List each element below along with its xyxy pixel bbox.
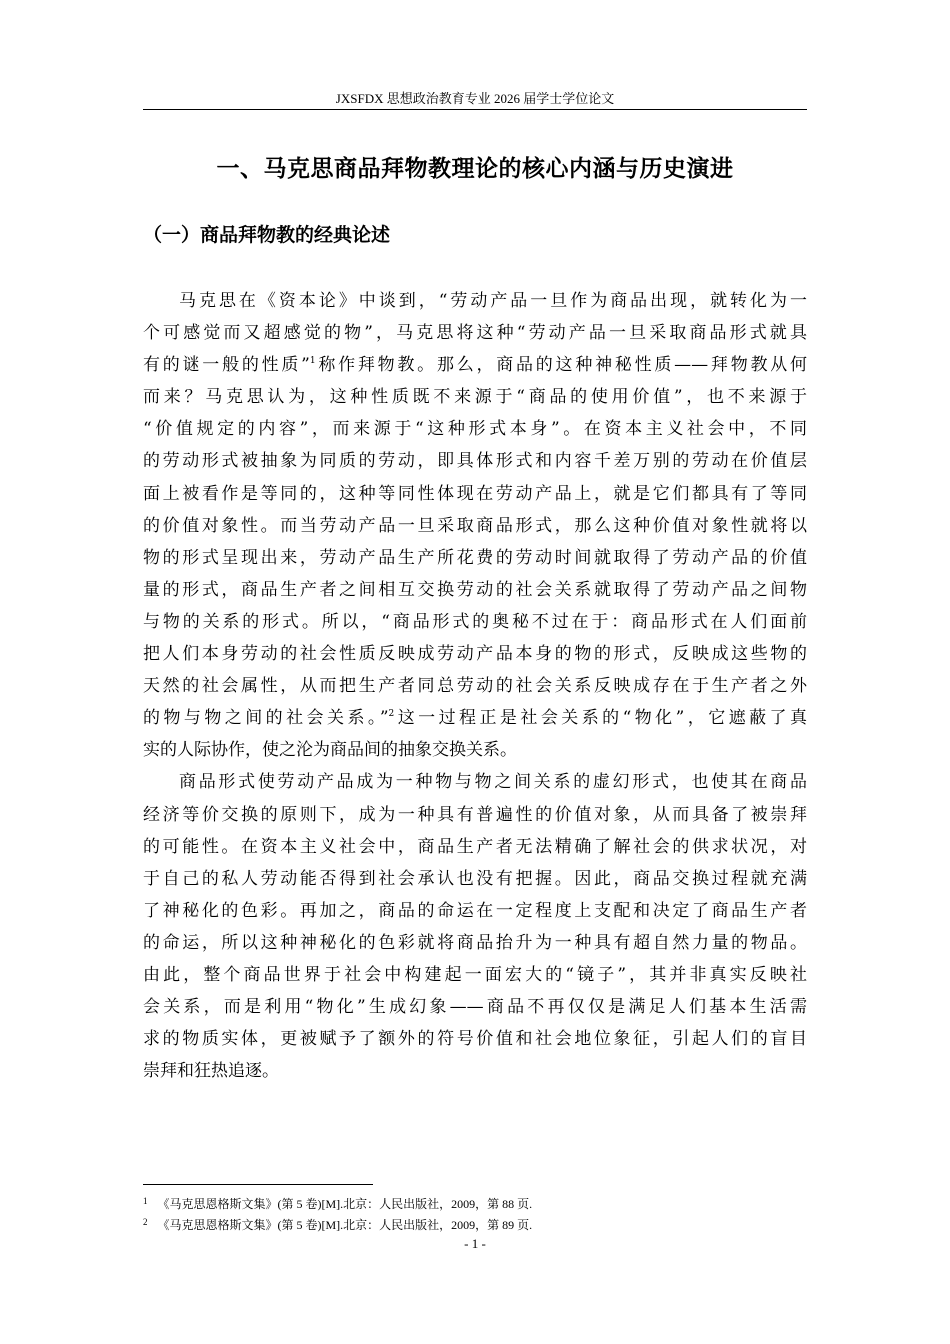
footnote-2 — [143, 1212, 532, 1233]
body-text — [143, 285, 807, 1087]
text-line: 与物的关系的形式。所以，“商品形式的奥秘不过在于：商品形式在人们面前 — [143, 611, 807, 632]
footnote-mark: 2 — [143, 1217, 148, 1227]
text-line: 商品形式使劳动产品成为一种物与物之间关系的虚幻形式，也使其在商品 — [179, 772, 807, 793]
text-line: 的命运，所以这种神秘化的色彩就将商品抬升为一种具有超自然力量的物品。 — [143, 932, 807, 953]
text-line: 于自己的私人劳动能否得到社会承认也没有把握。因此，商品交换过程就充满 — [143, 868, 807, 889]
text-line: 而来？马克思认为，这种性质既不来源于“商品的使用价值”，也不来源于 — [143, 387, 807, 408]
paragraph-2 — [143, 766, 807, 1087]
footnote-text: 《马克思恩格斯文集》(第 5 卷)[M].北京：人民出版社，2009，第 88 页. — [157, 1197, 533, 1211]
text-line: 的价值对象性。而当劳动产品一旦采取商品形式，那么这种价值对象性就将以 — [143, 515, 807, 536]
text-line: “价值规定的内容”，而来源于“这种形式本身”。在资本主义社会中，不同 — [143, 419, 807, 440]
text-line: 马克思在《资本论》中谈到，“劳动产品一旦作为商品出现，就转化为一 — [179, 291, 807, 311]
text-line: 了神秘化的色彩。再加之，商品的命运在一定程度上支配和决定了商品生产者 — [143, 900, 807, 921]
text-line: 的劳动形式被抽象为同质的劳动，即具体形式和内容千差万别的劳动在价值层 — [143, 451, 807, 472]
text-line: 物的形式呈现出来，劳动产品生产所花费的劳动时间就取得了劳动产品的价值 — [143, 547, 807, 568]
footnote-mark: 1 — [143, 1196, 148, 1206]
text-line: 实的人际协作，使之沦为商品间的抽象交换关系。 — [143, 740, 517, 761]
text-line — [143, 702, 807, 734]
footnote-rule — [143, 1184, 373, 1185]
text-line: 个可感觉而又超感觉的物”，马克思将这种“劳动产品一旦采取商品形式就具 — [143, 323, 807, 344]
text-line: 求的物质实体，更被赋予了额外的符号价值和社会地位象征，引起人们的盲目 — [143, 1029, 807, 1050]
footnote-ref-1: 1 — [309, 356, 316, 367]
chapter-title: 一、马克思商品拜物教理论的核心内涵与历史演进 — [216, 156, 734, 182]
text-line: 天然的社会属性，从而把生产者同总劳动的社会关系反映成存在于生产者之外 — [143, 676, 807, 697]
text-line — [143, 349, 807, 381]
paragraph-1 — [143, 285, 807, 766]
text-line: 会关系，而是利用“物化”生成幻象——商品不再仅仅是满足人们基本生活需 — [143, 997, 807, 1018]
footnotes — [143, 1191, 532, 1233]
section-title: （一）商品拜物教的经典论述 — [143, 224, 391, 246]
text-line: 把人们本身劳动的社会性质反映成劳动产品本身的物的形式，反映成这些物的 — [143, 644, 807, 665]
text-line: 经济等价交换的原则下，成为一种具有普遍性的价值对象，从而具备了被崇拜 — [143, 804, 807, 825]
text-span: 这一过程正是社会关系的“物化”，它遮蔽了真 — [394, 708, 807, 729]
text-line: 的可能性。在资本主义社会中，商品生产者无法精确了解社会的供求状况，对 — [143, 836, 807, 857]
page-number: - 1 - — [464, 1236, 486, 1251]
text-span: 的物与物之间的社会关系。” — [143, 708, 389, 729]
footnote-1 — [143, 1191, 532, 1212]
running-header: JXSFDX 思想政治教育专业 2026 届学士学位论文 — [335, 91, 615, 106]
header-rule — [143, 109, 807, 110]
text-line: 面上被看作是等同的，这种等同性体现在劳动产品上，就是它们都具有了等同 — [143, 483, 807, 504]
text-line: 由此，整个商品世界于社会中构建起一面宏大的“镜子”，其并非真实反映社 — [143, 964, 807, 985]
text-span: 有的谜一般的性质” — [143, 355, 310, 376]
footnote-ref-2: 2 — [388, 709, 395, 720]
text-line: 量的形式，商品生产者之间相互交换劳动的社会关系就取得了劳动产品之间物 — [143, 579, 807, 600]
text-span: 称作拜物教。那么，商品的这种神秘性质——拜物教从何 — [315, 355, 807, 376]
footnote-text: 《马克思恩格斯文集》(第 5 卷)[M].北京：人民出版社，2009，第 89 页. — [157, 1218, 533, 1232]
text-line: 崇拜和狂热追逐。 — [143, 1061, 279, 1082]
